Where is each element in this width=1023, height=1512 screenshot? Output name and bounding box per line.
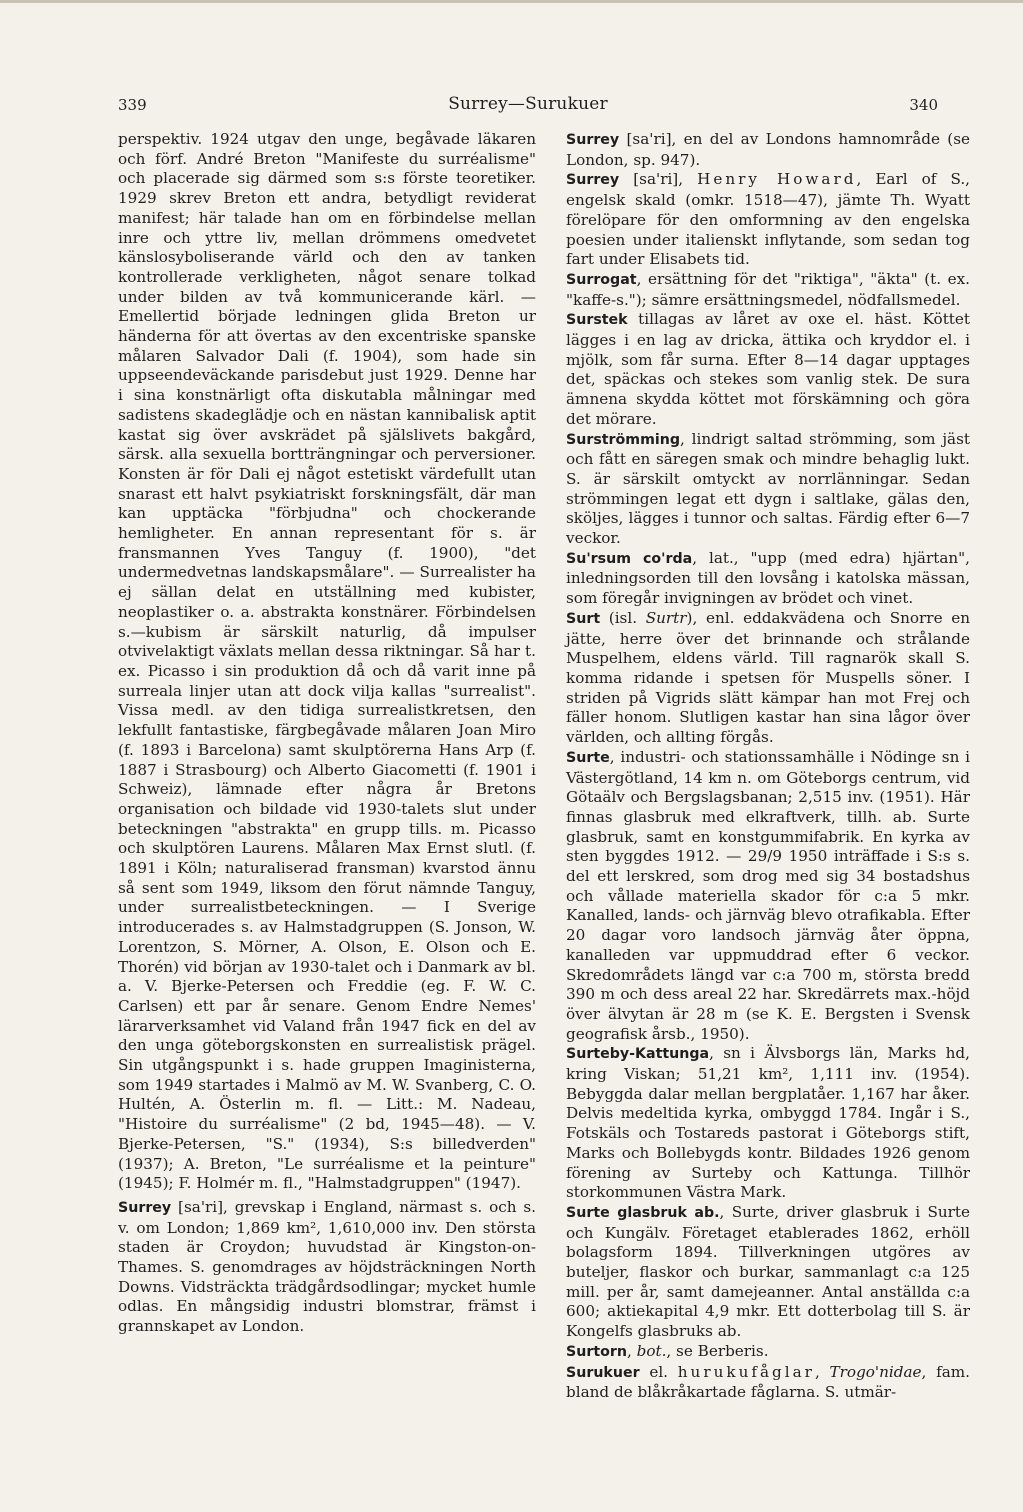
entry-text: , lat., "upp (med edra) hjärtan", inledningsorden till den lovsång i katolska mässan, som föregår invigningen av brödet och vinet. <box>566 548 970 608</box>
headword: Surukuer <box>566 1364 640 1381</box>
entry-text: , sn i Älvsborgs län, Marks hd, kring Viskan; 51,21 km², 1,111 inv. (1954). Bebyggda dalar mellan bergplatåer. 1,167 har åker. Delvis medeltida kyrka, ombyggd 1784. Ingår i S., Fotskäls och Tostareds pastorat i Göteborgs stift, Marks och Bollebygds kontr. Bildades 1926 genom förening av Surteby och Kattunga. Tillhör storkommunen Västra Mark. <box>566 1044 970 1202</box>
entry-surte-glasbruk <box>566 1203 970 1342</box>
entry-text: , fam. bland de blåkråkartade fåglarna. S. utmär- <box>566 1362 971 1402</box>
headword: Surrey <box>566 172 620 189</box>
entry-text: [sa'ri], grevskap i England, närmast s. och s. v. om London; 1,869 km², 1,610,000 inv. Den största staden är Croydon; huvudstad är Kingston-on-Thames. S. genomdrages av höjdsträckningen North Downs. Vidsträckta trädgårdsodlingar; mycket humle odlas. En mångsidig industri blomstrar, främst i grannskapet av London. <box>118 1197 536 1336</box>
entry-text: , ersättning för det "riktiga", "äkta" (t. ex. "kaffe-s."); sämre ersättningsmedel, nödfallsmedel. <box>566 269 970 309</box>
running-title: Surrey—Surukuer <box>448 94 608 114</box>
entry-text: , Surte, driver glasbruk i Surte och Kungälv. Företaget etablerades 1862, erhöll bolagsform 1894. Tillverkningen utgöres av buteljer, flaskor och burkar, sammanlagt c:a 125 mill. per år, samt damejeanner. Antal anställda c:a 600; aktiekapital 4,9 mkr. Ett dotterbolag till S. är Kongelfs glasbruks ab. <box>566 1202 970 1341</box>
entry-surrey-county <box>118 1198 536 1337</box>
spaced-name: Henry Howard <box>697 170 857 189</box>
entry-surukuer <box>566 1363 970 1403</box>
headword: Su'rsum co'rda <box>566 550 693 567</box>
entry-surstromming <box>566 430 970 549</box>
page-top-edge <box>0 0 1023 3</box>
entry-text: , industri- och stationssamhälle i Nödinge sn i Västergötland, 14 km n. om Göteborgs centrum, vid Götaälv och Bergslagsbanan; 2,515 inv. (1951). Här finnas glasbruk med elkraftverk, tillh. ab. Surte glasbruk, samt en konstgummifabrik. En kyrka av sten byggdes 1912. — 29/9 1950 inträffade i S:s s. del ett lerskred, som drog med sig 34 bostadshus och vållade materiella skador för c:a 5 mkr. Kanalled, lands- och järnväg blevo otrafikabla. Efter 20 dagar voro landsoch järnväg åter öppna, kanalleden var uppmuddrad efter 6 veckor. Skredområdets längd var c:a 700 m, största bredd 390 m och dess areal 22 har. Skredärrets max.-höjd över älvytan är 28 m (se K. E. Bergsten i Svensk geografisk årsb., 1950). <box>566 747 970 1043</box>
entry-text: tillagas av låret av oxe el. häst. Köttet lägges i en lag av dricka, ättika och kryddor el. i mjölk, som får surna. Efter 8—14 dagar upptages det, späckas och stekes som vanlig stek. De sura ämnena skydda köttet mot förskämning och göra det mörare. <box>566 310 970 428</box>
entry-text: ), enl. eddakvädena och Snorre en jätte, herre över det brinnande och strålande Muspelhem, eldens värld. Till ragnarök skall S. komma ridande i spetsen för Muspells söner. I striden på Vigrids slätt kämpar han mot Frej och fäller honom. Slutligen kastar han sina lågor över världen, och allting förgås. <box>566 608 970 747</box>
entry-text: el. <box>639 1362 678 1381</box>
entry-text: , <box>814 1362 830 1381</box>
left-column <box>118 130 536 1337</box>
entry-surteby-kattunga <box>566 1044 970 1203</box>
entry-text: (isl. <box>600 608 646 627</box>
right-column <box>566 130 970 1403</box>
headword: Surrey <box>118 1199 172 1216</box>
entry-text: , Earl of S., engelsk skald (omkr. 1518—47), jämte Th. Wyatt förelöpare för den omformning av den engelska poesien under italienskt inflytande, som sedan tog fart under Elisabets tid. <box>566 170 971 269</box>
entry-surstek <box>566 310 970 429</box>
headword: Surrey <box>566 132 620 148</box>
entry-text: , lindrigt saltad strömming, som jäst och fått en säregen smak och mindre behaglig lukt. S. är särskilt omtyckt av norrlänningar. Sedan strömmingen legat ett dygn i saltlake, gälas den, sköljes, lägges i tunnor och saltas. Färdig efter 6—7 veckor. <box>566 429 970 548</box>
surrealism-continuation: perspektiv. 1924 utgav den unge, begåvade läkaren och förf. André Breton "Manifeste du surréalisme" och placerade sig därmed som s:s förste teoretiker. 1929 skrev Breton ett andra, betydligt reviderat manifest; här talade han om en förbindelse mellan inre och yttre liv, mellan drömmens omedvetet känslosyboliserande värld och den av tanken kontrollerade verkligheten, något senare tolkad under bilden av två kommunicerande kärl. — Emellertid började ledningen glida Breton ur händerna för att övertas av den excentriske spanske målaren Salvador Dali (f. 1904), som hade sin uppseendeväckande parisdebut just 1929. Denne har i sina konstnärligt ofta diskutabla målningar med sadistens skadeglädje och en nästan kannibalisk aptit kastat sig över avskrädet på själslivets bakgård, särsk. alla sexuella bortträngningar och perversioner. Konsten är för Dali ej något estetiskt värdefullt utan snarast ett halvt psykiatriskt forskningsfält, där man kan upptäcka "förbjudna" och chockerande hemligheter. En annan representant för s. är fransmannen Yves Tanguy (f. 1900), "det undermedvetnas landskapsmålare". — Surrealister ha ej sällan delat en utställning med kubister, neoplastiker o. a. abstrakta konstnärer. Förbindelsen s.—kubism är särskilt naturlig, då impulser otvivelaktigt växlats mellan dessa riktningar. Så har t. ex. Picasso i sin produktion då och då varit inne på surreala linjer utan att dock vilja kallas "surrealist". Vissa medl. av den tidiga surrealistkretsen, den lekfullt fantastiske, färgbegåvade målaren Joan Miro (f. 1893 i Barcelona) samt skulptörerna Hans Arp (f. 1887 i Strasbourg) och Alberto Giacometti (f. 1901 i Schweiz), lämnade efter några år Bretons organisation och bildade vid 1930-talets slut under beteckningen "abstrakta" en grupp tills. m. Picasso och skulptören Laurens. Målaren Max Ernst slutl. (f. 1891 i Köln; naturaliserad fransman) kvarstod ännu så sent som 1949, liksom den förut nämnde Tanguy, under surrealistbeteckningen. — I Sverige introducerades s. av Halmstadgruppen (S. Jonson, W. Lorentzon, S. Mörner, A. Olson, E. Olson och E. Thorén) vid början av 1930-talet och i Danmark av bl. a. V. Bjerke-Petersen och Freddie (eg. F. W. C. Carlsen) ett par år senare. Genom Endre Nemes' lärarverksamhet vid Valand från 1947 fick en del av den unga göteborgskonsten en surrealistisk prägel. Sin utgångspunkt i s. hade gruppen Imaginisterna, som 1949 startades i Malmö av M. W. Svanberg, C. O. Hultén, A. Österlin m. fl. — Litt.: M. Nadeau, "Histoire du surréalisme" (2 bd, 1945—48). — V. Bjerke-Petersen, "S." (1934), S:s billedverden" (1937); A. Breton, "Le surréalisme et la peinture" (1945); F. Holmér m. fl., "Halmstadgruppen" (1947). <box>118 130 536 1193</box>
entry-surtorn <box>566 1342 970 1363</box>
entry-surt <box>566 609 970 748</box>
entry-surte <box>566 748 970 1045</box>
spaced-name: hurukufåglar <box>677 1362 815 1381</box>
entry-text: [sa'ri], en del av Londons hamnområde (se London, sp. 947). <box>566 130 970 169</box>
entry-surrey-harbour <box>566 130 970 170</box>
page-header <box>118 94 938 120</box>
italic-term: Surtr <box>645 608 687 627</box>
headword: Surt <box>566 610 601 627</box>
headword: Surrogat <box>566 271 637 288</box>
headword: Surströmming <box>566 431 680 448</box>
page-number-right: 340 <box>909 96 938 114</box>
page-number-left: 339 <box>118 96 147 114</box>
entry-text: , se Berberis. <box>666 1341 769 1360</box>
entry-surrogat <box>566 270 970 310</box>
entry-sursum-corda <box>566 549 970 609</box>
headword: Surte glasbruk ab. <box>566 1204 720 1221</box>
headword: Surtorn <box>566 1343 627 1360</box>
headword: Surte <box>566 749 610 766</box>
entry-text: [sa'ri], <box>619 170 698 189</box>
italic-term: bot. <box>636 1341 667 1360</box>
headword: Surstek <box>566 312 628 329</box>
italic-term: Trogo'nidae <box>829 1362 922 1381</box>
entry-surrey-earl <box>566 170 970 270</box>
entry-text: , <box>626 1341 637 1360</box>
headword: Surteby-Kattunga <box>566 1046 710 1063</box>
